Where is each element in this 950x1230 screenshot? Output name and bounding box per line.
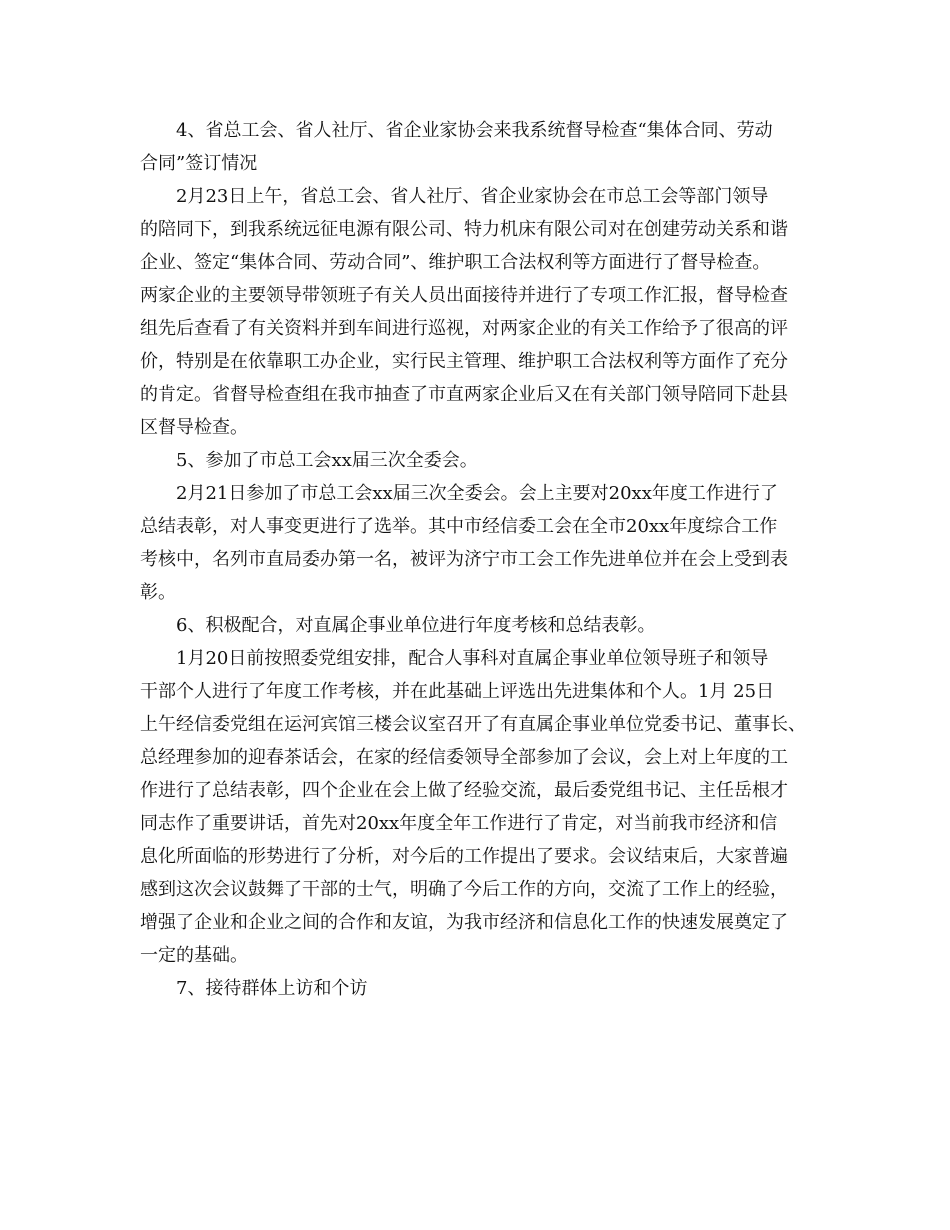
text-line: 考核中，名列市直局委办第一名，被评为济宁市工会工作先进单位并在会上受到表 [140,549,788,570]
text-line: 增强了企业和企业之间的合作和友谊，为我市经济和信息化工作的快速发展奠定了 [140,912,788,933]
text-line: 的陪同下，到我系统远征电源有限公司、特力机床有限公司对在创建劳动关系和谐 [140,219,788,240]
text-line: 价，特别是在依靠职工办企业，实行民主管理、维护职工合法权利等方面作了充分 [140,351,788,372]
text-line: 1月20日前按照委党组安排，配合人事科对直属企事业单位领导班子和领导 [176,648,769,669]
text-line: 一定的基础。 [140,945,248,966]
text-line: 两家企业的主要领导带领班子有关人员出面接待并进行了专项工作汇报，督导检查 [140,285,788,306]
text-line: 企业、签定“集体合同、劳动合同”、维护职工合法权利等方面进行了督导检查。 [140,252,771,273]
text-line: 5、参加了市总工会xx届三次全委会。 [176,450,478,471]
text-line: 息化所面临的形势进行了分析，对今后的工作提出了要求。会议结束后，大家普遍 [140,846,788,867]
paragraph-body [140,477,812,609]
paragraph-heading-7 [140,972,812,1005]
text-line: 2月21日参加了市总工会xx届三次全委会。会上主要对20xx年度工作进行了 [176,483,778,504]
text-line: 总结表彰，对人事变更进行了选举。其中市经信委工会在全市20xx年度综合工作 [140,516,778,537]
text-line: 彰。 [140,582,176,603]
text-line: 干部个人进行了年度工作考核，并在此基础上评选出先进集体和个人。1月 25日 [140,681,775,702]
paragraph-heading-6 [140,609,812,642]
text-line: 感到这次会议鼓舞了干部的士气，明确了今后工作的方向，交流了工作上的经验， [140,879,788,900]
text-line: 4、省总工会、省人社厅、省企业家协会来我系统督导检查“集体合同、劳动 [176,120,773,141]
text-line: 作进行了总结表彰，四个企业在会上做了经验交流，最后委党组书记、主任岳根才 [140,780,788,801]
paragraph-heading-5 [140,444,812,477]
paragraph-heading-4 [140,114,812,180]
text-line: 组先后查看了有关资料并到车间进行巡视，对两家企业的有关工作给予了很高的评 [140,318,788,339]
text-line: 2月23日上午，省总工会、省人社厅、省企业家协会在市总工会等部门领导 [176,186,769,207]
text-line: 上午经信委党组在运河宾馆三楼会议室召开了有直属企事业单位党委书记、董事长、 [140,714,806,735]
text-line: 7、接待群体上访和个访 [176,978,368,999]
paragraph-body [140,180,812,444]
text-line: 6、积极配合，对直属企事业单位进行年度考核和总结表彰。 [176,615,656,636]
text-line: 总经理参加的迎春茶话会，在家的经信委领导全部参加了会议，会上对上年度的工 [140,747,788,768]
document-body [140,114,812,1005]
text-line: 同志作了重要讲话，首先对20xx年度全年工作进行了肯定，对当前我市经济和信 [140,813,778,834]
paragraph-body [140,642,812,972]
text-line: 的肯定。省督导检查组在我市抽查了市直两家企业后又在有关部门领导陪同下赴县 [140,384,788,405]
text-line: 区督导检查。 [140,417,248,438]
text-line: 合同”签订情况 [140,153,258,174]
